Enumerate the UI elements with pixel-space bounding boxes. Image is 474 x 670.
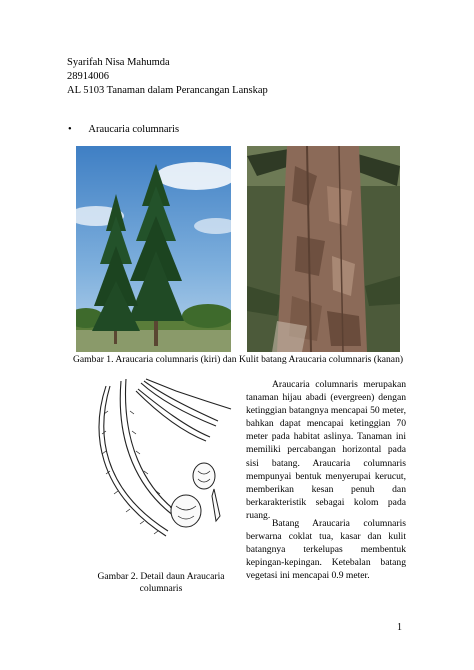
bark-photo bbox=[247, 146, 400, 352]
bullet-item bbox=[68, 124, 179, 135]
figure1-caption: Gambar 1. Araucaria columnaris (kiri) dan Kulit batang Araucaria columnaris (kanan) bbox=[73, 354, 404, 365]
leaf-detail-drawing bbox=[86, 371, 239, 571]
paragraph-2 bbox=[246, 517, 406, 582]
paragraph-1 bbox=[246, 378, 406, 522]
bullet-symbol: • bbox=[68, 124, 72, 135]
author-name: Syarifah Nisa Mahumda bbox=[67, 57, 170, 68]
paragraph-1-text: Araucaria columnaris merupakan tanaman hijau abadi (evergreen) dengan ketinggian batangnya mencapai 50 meter, bahkan dapat mencapai ketinggian 70 meter pada habitat aslinya. Tanaman ini memiliki percabangan horizontal pada sisi batang. Araucaria columnaris mempunyai bentuk menyerupai kerucut, memberikan kesan penuh dan berkarakteristik sebagai kolom pada ruang. bbox=[246, 379, 406, 521]
tree-photo bbox=[76, 146, 231, 352]
student-id: 28914006 bbox=[67, 71, 109, 82]
paragraph-2-text: Batang Araucaria columnaris berwarna coklat tua, kasar dan kulit batangnya terkelupas membentuk kepingan-kepingan. Ketebalan batang vegetasi ini mencapai 0.9 meter. bbox=[246, 518, 406, 582]
course-title: AL 5103 Tanaman dalam Perancangan Lanskap bbox=[67, 85, 268, 96]
bullet-text: Araucaria columnaris bbox=[88, 124, 180, 135]
page-number: 1 bbox=[397, 622, 402, 633]
figure2-caption: Gambar 2. Detail daun Araucaria columnaris bbox=[97, 571, 225, 594]
